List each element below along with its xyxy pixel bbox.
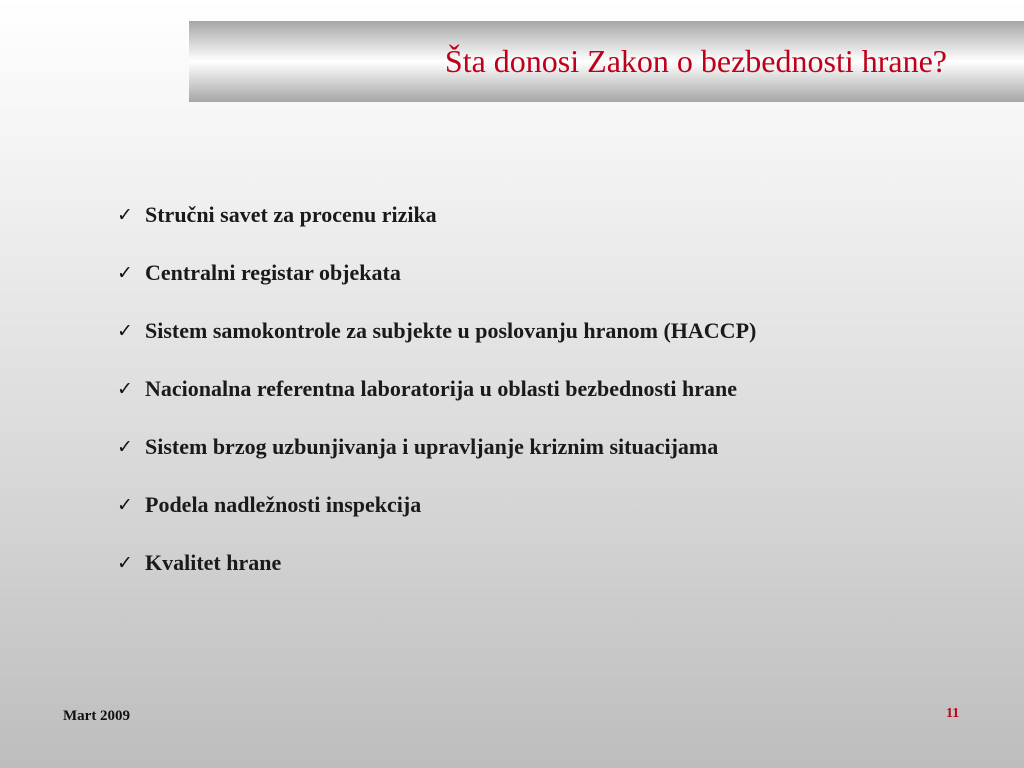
bullet-text: Kvalitet hrane xyxy=(145,550,282,575)
checkmark-icon: ✓ xyxy=(117,378,133,400)
footer-date: Mart 2009 xyxy=(63,708,131,724)
title-bar xyxy=(189,21,1024,102)
bullet-text: Nacionalna referentna laboratorija u oblasti bezbednosti hrane xyxy=(145,376,737,401)
bullet-text: Stručni savet za procenu rizika xyxy=(145,202,437,227)
checkmark-icon: ✓ xyxy=(117,204,133,226)
bullet-item xyxy=(117,312,756,350)
checkmark-icon: ✓ xyxy=(117,436,133,458)
checkmark-icon: ✓ xyxy=(117,320,133,342)
bullet-text: Podela nadležnosti inspekcija xyxy=(145,492,422,517)
slide-title: Šta donosi Zakon o bezbednosti hrane? xyxy=(444,43,947,79)
checkmark-icon: ✓ xyxy=(117,494,133,516)
checkmark-icon: ✓ xyxy=(117,552,133,574)
bullet-text: Sistem brzog uzbunjivanja i upravljanje kriznim situacijama xyxy=(145,434,719,459)
bullet-item xyxy=(117,544,756,582)
page-number: 11 xyxy=(946,706,960,721)
bullet-text: Sistem samokontrole za subjekte u poslovanju hranom (HACCP) xyxy=(145,318,757,343)
bullet-item xyxy=(117,370,756,408)
bullet-item xyxy=(117,428,756,466)
bullet-list xyxy=(117,196,756,602)
bullet-item xyxy=(117,196,756,234)
checkmark-icon: ✓ xyxy=(117,262,133,284)
bullet-item xyxy=(117,254,756,292)
bullet-item xyxy=(117,486,756,524)
bullet-text: Centralni registar objekata xyxy=(145,260,401,285)
